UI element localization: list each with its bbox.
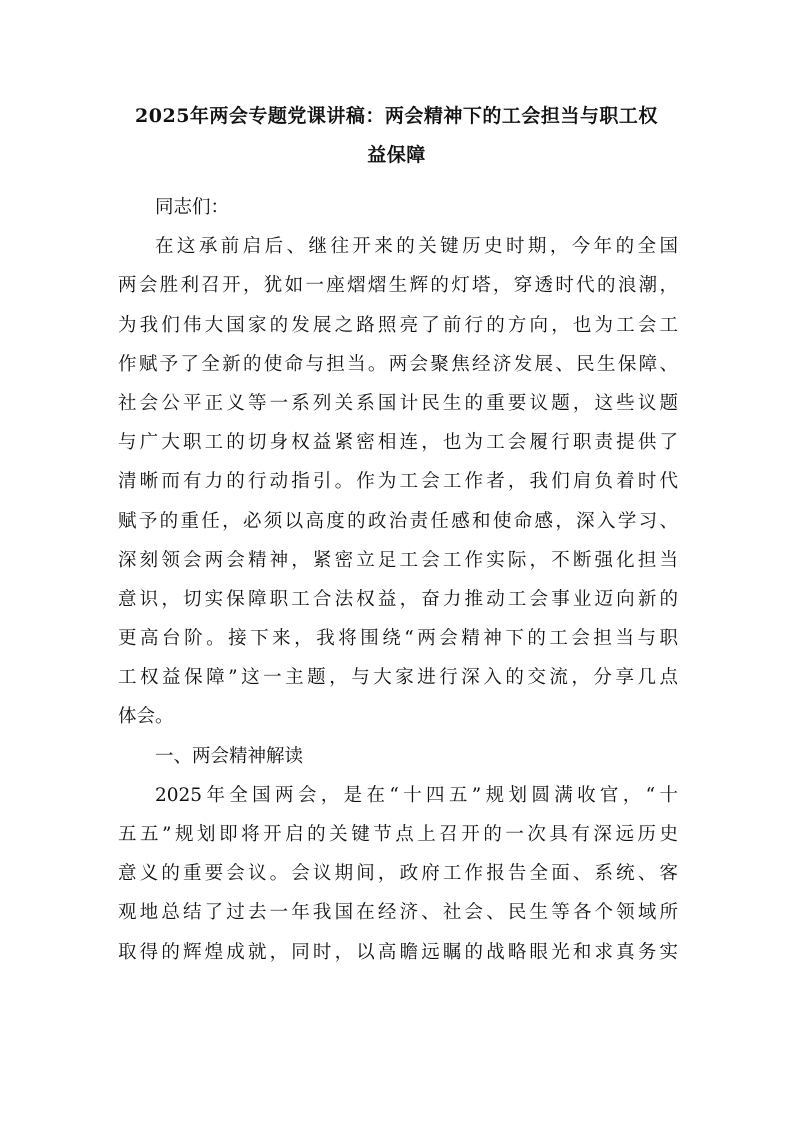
paragraph-line: 赋予的重任，必须以高度的政治责任感和使命感，深入学习、 — [118, 510, 678, 532]
paragraph-line: 2025年全国两会，是在“十四五”规划圆满收官，“十 — [155, 784, 678, 806]
document-title — [110, 97, 683, 175]
document-body — [118, 188, 678, 972]
paragraph-line: 工权益保障”这一主题，与大家进行深入的交流，分享几点 — [118, 667, 678, 689]
paragraph-line: 深刻领会两会精神，紧密立足工会工作实际，不断强化担当 — [118, 549, 678, 571]
paragraph-line: 更高台阶。接下来，我将围绕“两会精神下的工会担当与职 — [118, 628, 678, 650]
paragraph-line: 五五”规划即将开启的关键节点上召开的一次具有深远历史 — [118, 824, 678, 845]
paragraph-line: 清晰而有力的行动指引。作为工会工作者，我们肩负着时代 — [118, 471, 678, 493]
paragraph-line: 意义的重要会议。会议期间，政府工作报告全面、系统、客 — [118, 863, 678, 885]
paragraph-line: 意识，切实保障职工合法权益，奋力推动工会事业迈向新的 — [118, 588, 678, 610]
paragraph-line: 与广大职工的切身权益紧密相连，也为工会履行职责提供了 — [118, 432, 678, 454]
paragraph-line: 社会公平正义等一系列关系国计民生的重要议题，这些议题 — [118, 392, 678, 414]
paragraph-line: 观地总结了过去一年我国在经济、社会、民生等各个领域所 — [118, 902, 678, 924]
section-heading: 一、两会精神解读 — [155, 745, 304, 767]
title-line: 2025年两会专题党课讲稿：两会精神下的工会担当与职工权 — [135, 105, 658, 127]
greeting: 同志们： — [155, 197, 230, 218]
paragraph-line: 在这承前启后、继往开来的关键历史时期，今年的全国 — [155, 236, 678, 258]
paragraph-line: 体会。 — [118, 706, 174, 728]
paragraph-line: 作赋予了全新的使命与担当。两会聚焦经济发展、民生保障、 — [118, 353, 678, 375]
paragraph-section1 — [118, 776, 678, 972]
title-line: 益保障 — [367, 144, 426, 166]
paragraph-line: 为我们伟大国家的发展之路照亮了前行的方向，也为工会工 — [118, 314, 678, 336]
paragraph-line: 取得的辉煌成就，同时，以高瞻远瞩的战略眼光和求真务实 — [118, 941, 678, 963]
paragraph-intro — [118, 227, 678, 736]
paragraph-line: 两会胜利召开，犹如一座熠熠生辉的灯塔，穿透时代的浪潮， — [118, 275, 678, 297]
